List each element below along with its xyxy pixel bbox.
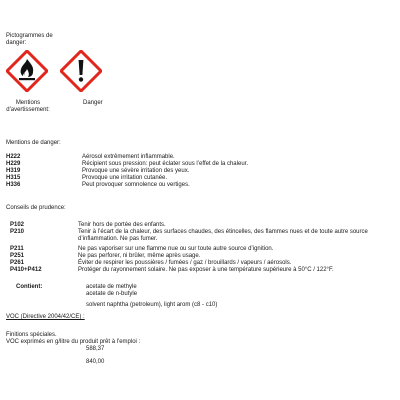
hazard-code: H229: [6, 161, 21, 167]
exclamation-icon: [60, 50, 102, 92]
precaution-text: Tenir hors de portée des enfants.: [78, 222, 166, 228]
precaution-text: Protéger du rayonnement solaire. Ne pas exposer à une température supérieure à 50°C / 122°F.: [78, 267, 334, 273]
precaution-text: Tenir à l’écart de la chaleur, des surfaces chaudes, des étincelles, des flammes nues et de toute autre source d’inflammation. Ne pas fumer.: [78, 229, 368, 242]
contains-item: acetate de n-butyle: [86, 291, 138, 297]
hazard-text: Peut provoquer somnolence ou vertiges.: [82, 182, 190, 188]
voc-line-1: Finitions spéciales.: [6, 332, 57, 338]
signal-word-label: Mentions d'avertissement:: [6, 100, 50, 113]
contains-item: solvent naphtha (petroleum), light arom (c8 - c10): [86, 302, 218, 308]
precautionary-statements-title: Conseils de prudence:: [6, 205, 66, 211]
precaution-row: [10, 229, 392, 243]
precaution-row: [10, 253, 392, 260]
contains-item: acetate de methyle: [86, 284, 137, 290]
precaution-code: P410+P412: [10, 267, 42, 273]
contains-label: Contient:: [16, 284, 43, 290]
precaution-text: Ne pas vaporiser sur une flamme nue ou sur toute autre source d’ignition.: [78, 246, 274, 252]
hazard-text: Récipient sous pression: peut éclater sous l’effet de la chaleur.: [82, 161, 248, 167]
precaution-row: [10, 260, 392, 267]
hazard-row: [6, 182, 190, 189]
hazard-text: Provoque une irritation cutanée.: [82, 175, 168, 181]
precaution-row: [10, 222, 392, 229]
voc-line-2: VOC exprimés en g/litre du produit prêt à l'emploi :: [6, 339, 141, 345]
hazard-row: [6, 161, 248, 168]
precaution-code: P251: [10, 253, 25, 259]
hazard-code: H319: [6, 168, 21, 174]
precaution-text: Éviter de respirer les poussières / fumées / gaz / brouillards / vapeurs / aérosols.: [78, 260, 292, 266]
precaution-code: P261: [10, 260, 25, 266]
hazard-code: H336: [6, 182, 21, 188]
voc-title: VOC (Directive 2004/42/CE) :: [6, 314, 85, 320]
hazard-statements-title: Mentions de danger:: [6, 140, 61, 146]
pictograms-label: Pictogrammes de danger:: [6, 33, 53, 46]
hazard-text: Aérosol extrêmement inflammable.: [82, 154, 175, 160]
voc-value-1: 588,37: [86, 346, 105, 352]
hazard-code: H315: [6, 175, 21, 181]
flame-icon: [6, 50, 48, 92]
precaution-row: [10, 246, 392, 253]
precaution-text: Ne pas perforer, ni brûler, même après usage.: [78, 253, 201, 259]
hazard-text: Provoque une sévère irritation des yeux.: [82, 168, 190, 174]
precaution-code: P210: [10, 229, 25, 235]
voc-value-2: 840,00: [86, 359, 105, 365]
precaution-code: P102: [10, 222, 25, 228]
hazard-code: H222: [6, 154, 21, 160]
hazard-row: [6, 154, 175, 161]
precaution-code: P211: [10, 246, 24, 252]
signal-word: Danger: [83, 100, 103, 106]
precaution-row: [10, 267, 392, 274]
hazard-row: [6, 168, 189, 175]
hazard-row: [6, 175, 167, 182]
